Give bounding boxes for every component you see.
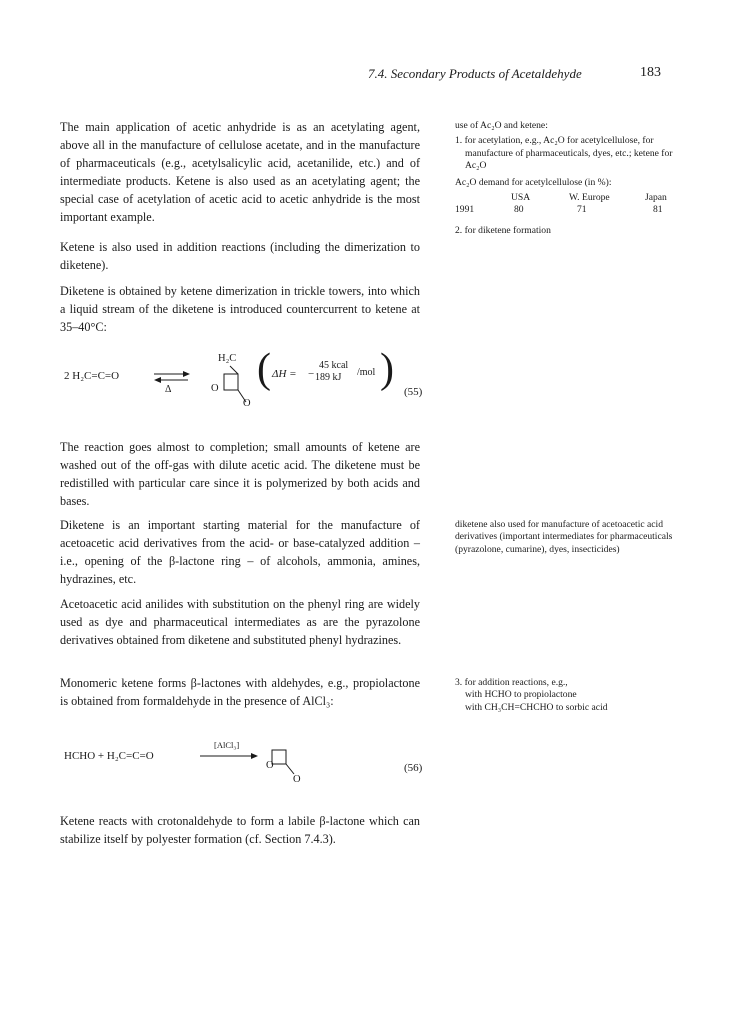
demand-header-row — [455, 192, 667, 204]
eq56-ring-oxygen: O — [266, 760, 274, 771]
demand-data-row — [455, 204, 667, 216]
demand-col-usa: USA — [511, 192, 531, 204]
sidebar-item-acetylation: 1. for acetylation, e.g., Ac₂O for acetylcellulose, for manufacture of pharmaceuticals, dyes, etc.; ketene for Ac₂O — [455, 135, 673, 172]
page-number: 183 — [640, 65, 661, 80]
demand-col-japan: Japan — [645, 192, 667, 204]
eq55-reactant: 2 H₂C=C=O — [64, 370, 120, 382]
running-header: 7.4. Secondary Products of Acetaldehyde — [368, 66, 582, 81]
demand-usa: 80 — [514, 204, 524, 216]
equation-55 — [0, 340, 729, 420]
sidebar-note-diketene: diketene also used for manufacture of acetoacetic acid derivatives (important intermediates for pharmaceuticals (pyrazolone, cumarine), dyes, insecticides) — [455, 519, 673, 555]
sidebar-item-diketene: 2. for diketene formation — [455, 224, 551, 236]
paragraph-acetylation: The main application of acetic anhydride is as an acetylating agent, above all in the manufacture of cellulose acetate, and in the manufacture of pharmaceuticals (e.g., acetylsalicylic acid, acetanilide, etc.) and of intermediate products. Ketene is also used as an acetylating agent; the special case of acetylation of acetic acid to acetic anhydride is the most important example. — [60, 120, 420, 224]
enthalpy-kj: 189 kJ — [315, 372, 342, 383]
paragraph-diketene-production: Diketene is obtained by ketene dimerization in trickle towers, into which a liquid stream of the diketene is introduced countercurrent to ketene at 35–40°C: — [60, 284, 420, 334]
enthalpy-kcal: 45 kcal — [319, 360, 349, 371]
demand-japan: 81 — [653, 204, 663, 216]
demand-year: 1991 — [455, 204, 475, 216]
paragraph-addition: Ketene is also used in addition reactions (including the dimerization to diketene). — [60, 240, 420, 272]
equation-number-55: (55) — [404, 386, 423, 398]
paragraph-crotonaldehyde: Ketene reacts with crotonaldehyde to form a labile β-lactone which can stabilize itself by polyester formation (cf. Section 7.4.3). — [60, 814, 420, 846]
equilibrium-arrow-icon — [152, 370, 192, 384]
sidebar-addition-line1: 3. for addition reactions, e.g., — [455, 677, 568, 688]
demand-title: Ac₂O demand for acetylcellulose (in %): — [455, 176, 612, 188]
demand-weurope: 71 — [577, 204, 587, 216]
paragraph-reaction-completion: The reaction goes almost to completion; small amounts of ketene are washed out of the off-gas with dilute acetic acid. The diketene must be redistilled with particular care since it is polymerized by both acids and bases. — [60, 440, 420, 508]
equation-number-56: (56) — [404, 762, 423, 774]
sidebar-addition-line2: with HCHO to propiolactone — [465, 689, 577, 701]
demand-table — [455, 192, 667, 217]
delta-h-label: ΔH = — [272, 368, 297, 380]
right-paren: ) — [380, 346, 394, 392]
eq56-reactants: HCHO + H₂C=C=O — [64, 750, 154, 762]
ring-oxygen: O — [211, 383, 219, 394]
ring-ch2-label: H₂C — [218, 353, 237, 364]
sidebar-addition-line3: with CH₃CH=CHCHO to sorbic acid — [465, 701, 608, 713]
equation-56 — [0, 740, 729, 790]
catalyst-label: [AlCl₃] — [214, 740, 240, 750]
paragraph-anilides: Acetoacetic acid anilides with substitution on the phenyl ring are widely used as dye and pharmaceutical intermediates as are the pyrazolone derivatives obtained from diketene and substituted phenyl hydrazines. — [60, 597, 420, 647]
heat-symbol: Δ — [165, 384, 172, 395]
carbonyl-oxygen: O — [243, 398, 251, 409]
propiolactone-ring-icon — [268, 746, 308, 786]
demand-col-weurope: W. Europe — [569, 192, 610, 204]
reaction-arrow-icon — [198, 751, 260, 761]
sidebar-note-uses — [455, 120, 675, 237]
sidebar-title: use of Ac₂O and ketene: — [455, 120, 548, 131]
sidebar-note-addition — [455, 677, 675, 714]
minus-sign: − — [308, 368, 315, 380]
per-mol: /mol — [357, 367, 376, 378]
eq56-carbonyl-oxygen: O — [293, 774, 301, 785]
left-paren: ( — [257, 346, 271, 392]
paragraph-diketene-uses: Diketene is an important starting material for the manufacture of acetoacetic acid derivatives from the acid- or base-catalyzed addition – i.e., opening of the β-lactone ring – of alcohols, ammonia, amines, hydrazines, etc. — [60, 518, 420, 586]
paragraph-beta-lactones: Monomeric ketene forms β-lactones with aldehydes, e.g., propiolactone is obtained from formaldehyde in the presence of AlCl₃: — [60, 676, 420, 708]
